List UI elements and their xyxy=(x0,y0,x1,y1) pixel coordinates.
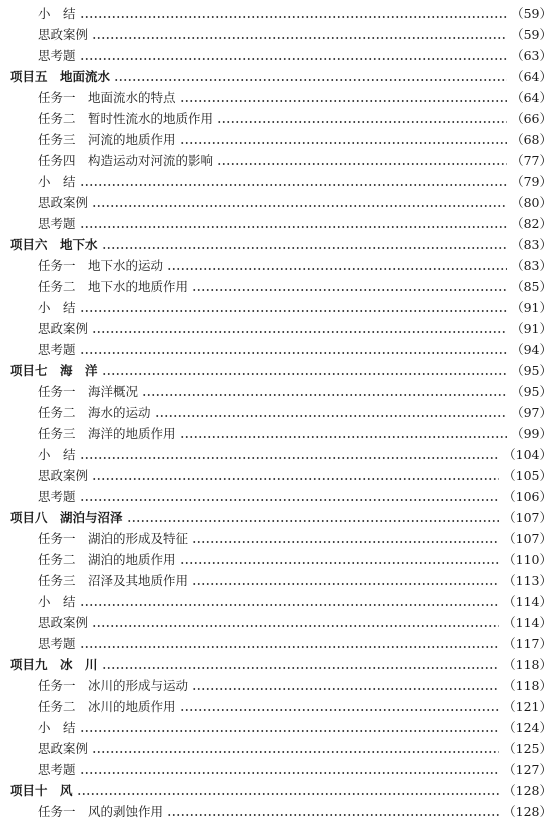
toc-page-number: （68） xyxy=(511,132,552,147)
toc-page-number: （59） xyxy=(511,6,552,21)
toc-page-number: （99） xyxy=(511,426,552,441)
toc-entry-title: 任务二 地下水的地质作用 xyxy=(38,279,189,294)
dot-leader xyxy=(92,612,499,633)
dot-leader xyxy=(192,570,499,591)
dot-leader xyxy=(102,234,508,255)
toc-section-row[interactable] xyxy=(0,549,560,570)
toc-section-row[interactable] xyxy=(0,24,560,45)
toc-entry-title: 小 结 xyxy=(38,720,76,735)
dot-leader xyxy=(142,381,507,402)
toc-section-row[interactable] xyxy=(0,192,560,213)
toc-entry-title: 思考题 xyxy=(38,216,76,231)
toc-page-number: （63） xyxy=(511,48,552,63)
toc-page-number: （94） xyxy=(511,342,552,357)
toc-entry-title: 任务二 暂时性流水的地质作用 xyxy=(38,111,214,126)
toc-page-number: （64） xyxy=(511,90,552,105)
toc-section-row[interactable] xyxy=(0,108,560,129)
toc-entry-title: 思政案例 xyxy=(38,615,89,630)
dot-leader xyxy=(127,507,500,528)
dot-leader xyxy=(180,549,500,570)
toc-entry-title: 小 结 xyxy=(38,300,76,315)
toc-section-row[interactable] xyxy=(0,612,560,633)
toc-section-row[interactable] xyxy=(0,381,560,402)
toc-page-number: （66） xyxy=(511,111,552,126)
dot-leader xyxy=(92,192,507,213)
dot-leader xyxy=(180,87,508,108)
toc-page-number: （59） xyxy=(511,27,552,42)
toc-entry-title: 小 结 xyxy=(38,174,76,189)
dot-leader xyxy=(80,591,500,612)
toc-section-row[interactable] xyxy=(0,486,560,507)
dot-leader xyxy=(80,45,508,66)
toc-page-number: （114） xyxy=(503,594,552,609)
toc-entry-title: 任务二 冰川的地质作用 xyxy=(38,699,176,714)
toc-entry-title: 项目五 地面流水 xyxy=(10,69,111,84)
toc-page-number: （85） xyxy=(511,279,552,294)
toc-entry-title: 任务一 风的剥蚀作用 xyxy=(38,804,164,819)
dot-leader xyxy=(114,66,507,87)
toc-page-number: （77） xyxy=(511,153,552,168)
dot-leader xyxy=(180,696,500,717)
dot-leader xyxy=(192,675,499,696)
toc-entry-title: 任务四 构造运动对河流的影响 xyxy=(38,153,214,168)
toc-section-row[interactable] xyxy=(0,444,560,465)
dot-leader xyxy=(167,255,507,276)
toc-section-row[interactable] xyxy=(0,171,560,192)
dot-leader xyxy=(155,402,508,423)
toc-page-number: （79） xyxy=(511,174,552,189)
toc-page-number: （107） xyxy=(503,531,552,546)
toc-entry-title: 思考题 xyxy=(38,762,76,777)
toc-page-number: （91） xyxy=(511,321,552,336)
toc-entry-title: 任务一 冰川的形成与运动 xyxy=(38,678,189,693)
toc-page-number: （95） xyxy=(511,384,552,399)
toc-chapter-row[interactable] xyxy=(0,360,560,381)
toc-page-number: （113） xyxy=(503,573,552,588)
toc-section-row[interactable] xyxy=(0,276,560,297)
toc-entry-title: 任务三 河流的地质作用 xyxy=(38,132,176,147)
dot-leader xyxy=(80,486,500,507)
toc-section-row[interactable] xyxy=(0,591,560,612)
dot-leader xyxy=(77,780,500,801)
toc-entry-title: 项目九 冰 川 xyxy=(10,657,98,672)
toc-section-row[interactable] xyxy=(0,87,560,108)
toc-entry-title: 思考题 xyxy=(38,636,76,651)
dot-leader xyxy=(92,24,507,45)
toc-section-row[interactable] xyxy=(0,570,560,591)
toc-chapter-row[interactable] xyxy=(0,66,560,87)
dot-leader xyxy=(102,654,500,675)
dot-leader xyxy=(80,297,508,318)
toc-entry-title: 思考题 xyxy=(38,342,76,357)
toc-chapter-row[interactable] xyxy=(0,507,560,528)
toc-section-row[interactable] xyxy=(0,402,560,423)
dot-leader xyxy=(80,171,508,192)
dot-leader xyxy=(102,360,508,381)
toc-entry-title: 任务一 地下水的运动 xyxy=(38,258,164,273)
toc-entry-title: 小 结 xyxy=(38,594,76,609)
toc-page-number: （64） xyxy=(511,69,552,84)
toc-chapter-row[interactable] xyxy=(0,234,560,255)
toc-section-row[interactable] xyxy=(0,213,560,234)
toc-section-row[interactable] xyxy=(0,696,560,717)
toc-entry-title: 思政案例 xyxy=(38,321,89,336)
toc-page-number: （106） xyxy=(503,489,552,504)
dot-leader xyxy=(217,108,507,129)
toc-section-row[interactable] xyxy=(0,150,560,171)
toc-page-number: （118） xyxy=(503,657,552,672)
dot-leader xyxy=(92,738,499,759)
dot-leader xyxy=(80,339,508,360)
toc-entry-title: 任务二 湖泊的地质作用 xyxy=(38,552,176,567)
toc-section-row[interactable] xyxy=(0,339,560,360)
toc-entry-title: 思考题 xyxy=(38,48,76,63)
toc-section-row[interactable] xyxy=(0,633,560,654)
toc-page-number: （97） xyxy=(511,405,552,420)
dot-leader xyxy=(167,801,499,822)
toc-section-row[interactable] xyxy=(0,801,560,822)
toc-page-number: （121） xyxy=(503,699,552,714)
toc-page-number: （107） xyxy=(503,510,552,525)
toc-page-number: （95） xyxy=(511,363,552,378)
toc-page-number: （117） xyxy=(503,636,552,651)
toc-page-number: （114） xyxy=(503,615,552,630)
toc-section-row[interactable] xyxy=(0,675,560,696)
toc-entry-title: 思政案例 xyxy=(38,195,89,210)
toc-page-number: （128） xyxy=(503,783,552,798)
toc-entry-title: 思考题 xyxy=(38,489,76,504)
toc-entry-title: 项目十 风 xyxy=(10,783,73,798)
dot-leader xyxy=(192,276,507,297)
dot-leader xyxy=(80,633,500,654)
dot-leader xyxy=(180,129,508,150)
toc-section-row[interactable] xyxy=(0,423,560,444)
toc-page-number: （83） xyxy=(511,237,552,252)
dot-leader xyxy=(80,717,500,738)
toc-entry-title: 思政案例 xyxy=(38,741,89,756)
dot-leader xyxy=(217,150,507,171)
toc-section-row[interactable] xyxy=(0,45,560,66)
toc-entry-title: 项目七 海 洋 xyxy=(10,363,98,378)
toc-page-number: （104） xyxy=(503,447,552,462)
toc-section-row[interactable] xyxy=(0,318,560,339)
toc-section-row[interactable] xyxy=(0,255,560,276)
toc-entry-title: 思政案例 xyxy=(38,468,89,483)
toc-section-row[interactable] xyxy=(0,297,560,318)
toc-page-number: （127） xyxy=(503,762,552,777)
toc-section-row[interactable] xyxy=(0,738,560,759)
toc-page-number: （125） xyxy=(503,741,552,756)
dot-leader xyxy=(180,423,508,444)
toc-entry-title: 任务三 沼泽及其地质作用 xyxy=(38,573,189,588)
toc-section-row[interactable] xyxy=(0,3,560,24)
dot-leader xyxy=(80,3,508,24)
toc-page-number: （128） xyxy=(503,804,552,819)
dot-leader xyxy=(80,444,500,465)
toc-page-number: （91） xyxy=(511,300,552,315)
toc-page-number: （118） xyxy=(503,678,552,693)
toc-entry-title: 任务二 海水的运动 xyxy=(38,405,151,420)
toc-section-row[interactable] xyxy=(0,717,560,738)
dot-leader xyxy=(92,318,507,339)
dot-leader xyxy=(80,213,508,234)
toc-entry-title: 任务三 海洋的地质作用 xyxy=(38,426,176,441)
toc-entry-title: 小 结 xyxy=(38,6,76,21)
toc-entry-title: 任务一 海洋概况 xyxy=(38,384,139,399)
toc-entry-title: 任务一 湖泊的形成及特征 xyxy=(38,531,189,546)
dot-leader xyxy=(80,759,500,780)
toc-entry-title: 思政案例 xyxy=(38,27,89,42)
toc-page-number: （80） xyxy=(511,195,552,210)
toc-page-number: （110） xyxy=(503,552,552,567)
toc-section-row[interactable] xyxy=(0,759,560,780)
toc-page-number: （105） xyxy=(503,468,552,483)
toc-section-row[interactable] xyxy=(0,528,560,549)
toc-entry-title: 项目八 湖泊与沼泽 xyxy=(10,510,123,525)
toc-entry-title: 任务一 地面流水的特点 xyxy=(38,90,176,105)
toc-chapter-row[interactable] xyxy=(0,654,560,675)
toc-chapter-row[interactable] xyxy=(0,780,560,801)
dot-leader xyxy=(192,528,499,549)
toc-page-number: （83） xyxy=(511,258,552,273)
toc-section-row[interactable] xyxy=(0,465,560,486)
toc-entry-title: 项目六 地下水 xyxy=(10,237,98,252)
dot-leader xyxy=(92,465,499,486)
toc-page-number: （124） xyxy=(503,720,552,735)
toc-section-row[interactable] xyxy=(0,129,560,150)
toc-page-number: （82） xyxy=(511,216,552,231)
toc-entry-title: 小 结 xyxy=(38,447,76,462)
